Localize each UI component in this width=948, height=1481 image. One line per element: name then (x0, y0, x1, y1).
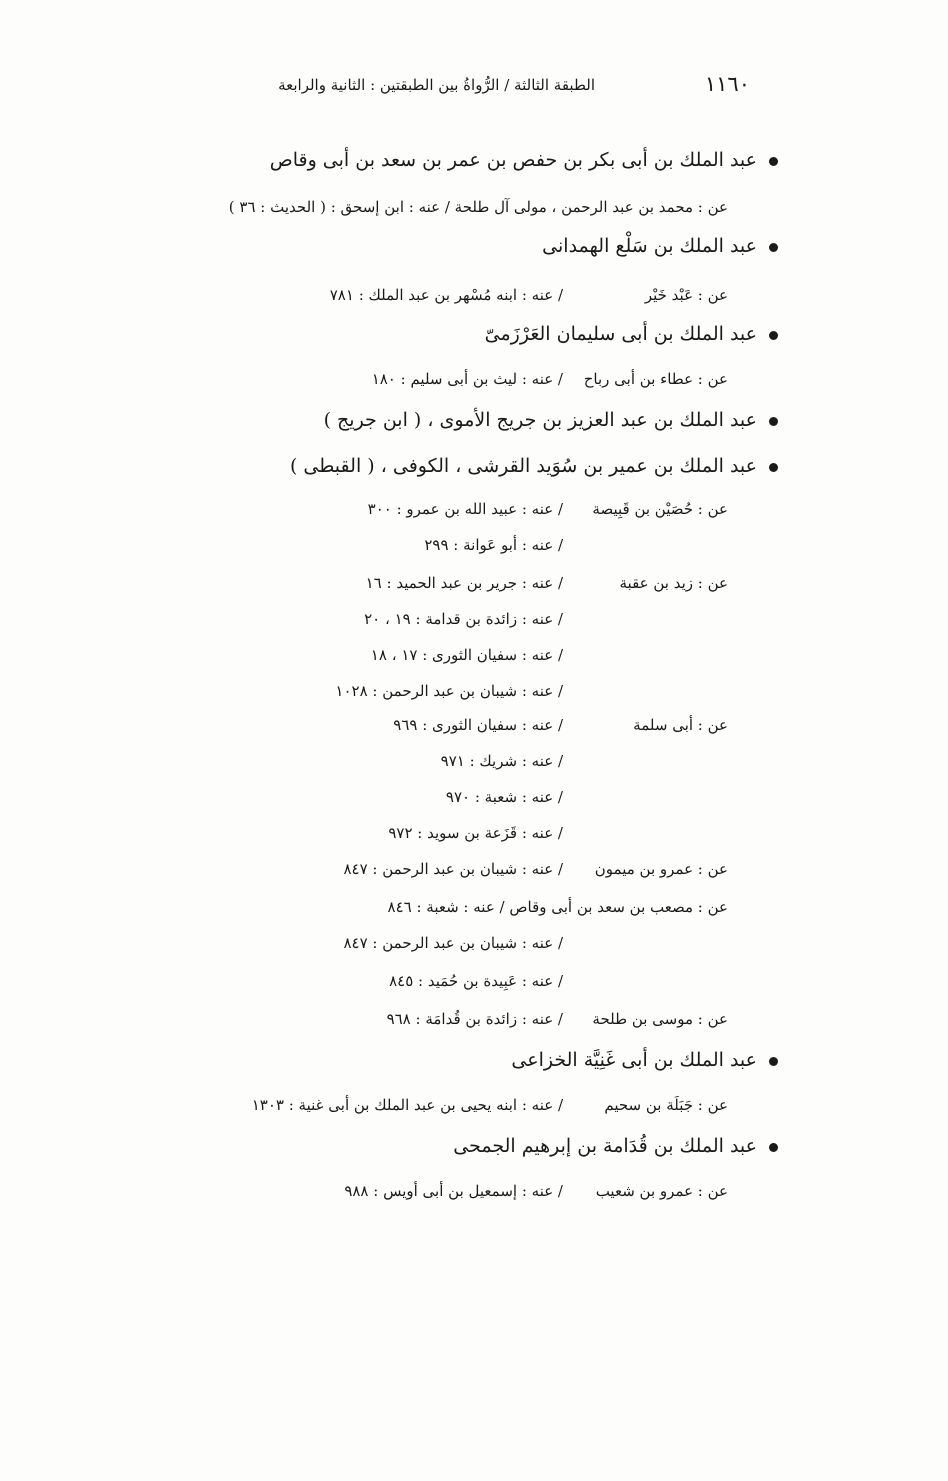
entry-heading (485, 320, 778, 348)
running-title: الطبقة الثالثة / الرُّواةُ بين الطبقتين : الثانية والرابعة (278, 76, 595, 94)
narration-by: / عنه : ابنه مُسْهر بن عبد الملك : ٧٨١ (329, 286, 563, 304)
narration-line: عن : محمد بن عبد الرحمن ، مولى آل طلحة / عنه : ابن إسحق : ( الحديث : ٣٦ ) (228, 198, 728, 216)
narration-by: / عنه : سفيان الثورى : ١٧ ، ١٨ (370, 646, 563, 664)
narration-from: عن : عَبْد خَيْر (644, 286, 728, 304)
entry-heading (324, 406, 778, 434)
narration-from: عن : عطاء بن أبى رباح (583, 370, 728, 388)
narration-from: عن : موسى بن طلحة (592, 1010, 728, 1028)
narration-by: / عنه : عبيد الله بن عمرو : ٣٠٠ (367, 500, 563, 518)
bullet-icon (769, 463, 778, 472)
bullet-icon (769, 1143, 778, 1152)
entry-name: عبد الملك بن أبى سليمان العَرْزَمىّ (484, 323, 757, 345)
entry-name: عبد الملك بن سَلْع الهمدانى (542, 235, 757, 257)
page-number: ١١٦٠ (704, 72, 750, 96)
narration-by: / عنه : سفيان الثورى : ٩٦٩ (393, 716, 563, 734)
narration-from: عن : حُصَيْن بن قَبِيصة (592, 500, 728, 518)
entry-name: عبد الملك بن عبد العزيز بن جريج الأموى ، ( ابن جريج ) (323, 409, 757, 431)
narration-by: / عنه : قَزَعة بن سويد : ٩٧٢ (388, 824, 563, 842)
narration-by: / عنه : شيبان بن عبد الرحمن : ٨٤٧ (343, 860, 563, 878)
narration-from: عن : عمرو بن ميمون (594, 860, 728, 878)
narration-from: عن : زيد بن عقبة (619, 574, 728, 592)
entry-heading (453, 1132, 778, 1160)
bullet-icon (769, 331, 778, 340)
entry-name: عبد الملك بن أبى بكر بن حفص بن عمر بن سعد بن أبى وقاص (269, 149, 757, 171)
narration-by: / عنه : زائدة بن قدامة : ١٩ ، ٢٠ (364, 610, 563, 628)
narration-from: عن : أبى سلمة (633, 716, 728, 734)
narration-by: / عنه : أبو عَوانة : ٢٩٩ (424, 536, 563, 554)
entry-name: عبد الملك بن قُدَامة بن إبرهيم الجمحى (453, 1135, 757, 1157)
narration-by: / عنه : عَبِيدة بن حُمَيد : ٨٤٥ (389, 972, 563, 990)
entry-name: عبد الملك بن أبى غَنِيَّة الخزاعى (511, 1049, 757, 1071)
bullet-icon (769, 157, 778, 166)
narration-by: / عنه : شعبة : ٩٧٠ (445, 788, 563, 806)
entry-name: عبد الملك بن عمير بن سُوَيد القرشى ، الكوفى ، ( القبطى ) (289, 455, 757, 477)
narration-by: / عنه : ليث بن أبى سليم : ١٨٠ (371, 370, 563, 388)
entry-heading (290, 452, 778, 480)
narration-by: / عنه : ابنه يحيى بن عبد الملك بن أبى غنية : ١٣٠٣ (251, 1096, 563, 1114)
narration-by: / عنه : شيبان بن عبد الرحمن : ١٠٢٨ (335, 682, 563, 700)
narration-by: / عنه : إسمعيل بن أبى أويس : ٩٨٨ (344, 1182, 563, 1200)
entry-heading (511, 1046, 778, 1074)
entry-heading (542, 232, 778, 260)
narration-from: عن : عمرو بن شعيب (595, 1182, 728, 1200)
page-header (280, 72, 750, 106)
bullet-icon (769, 243, 778, 252)
bullet-icon (769, 417, 778, 426)
entry-heading (270, 146, 778, 174)
narration-line: عن : مصعب بن سعد بن أبى وقاص / عنه : شعبة : ٨٤٦ (387, 898, 728, 916)
narration-by: / عنه : جرير بن عبد الحميد : ١٦ (365, 574, 563, 592)
narration-by: / عنه : زائدة بن قُدامَة : ٩٦٨ (386, 1010, 563, 1028)
bullet-icon (769, 1057, 778, 1066)
narration-by: / عنه : شيبان بن عبد الرحمن : ٨٤٧ (343, 934, 563, 952)
narration-by: / عنه : شريك : ٩٧١ (440, 752, 563, 770)
narration-from: عن : جَبَلَة بن سحيم (604, 1096, 728, 1114)
